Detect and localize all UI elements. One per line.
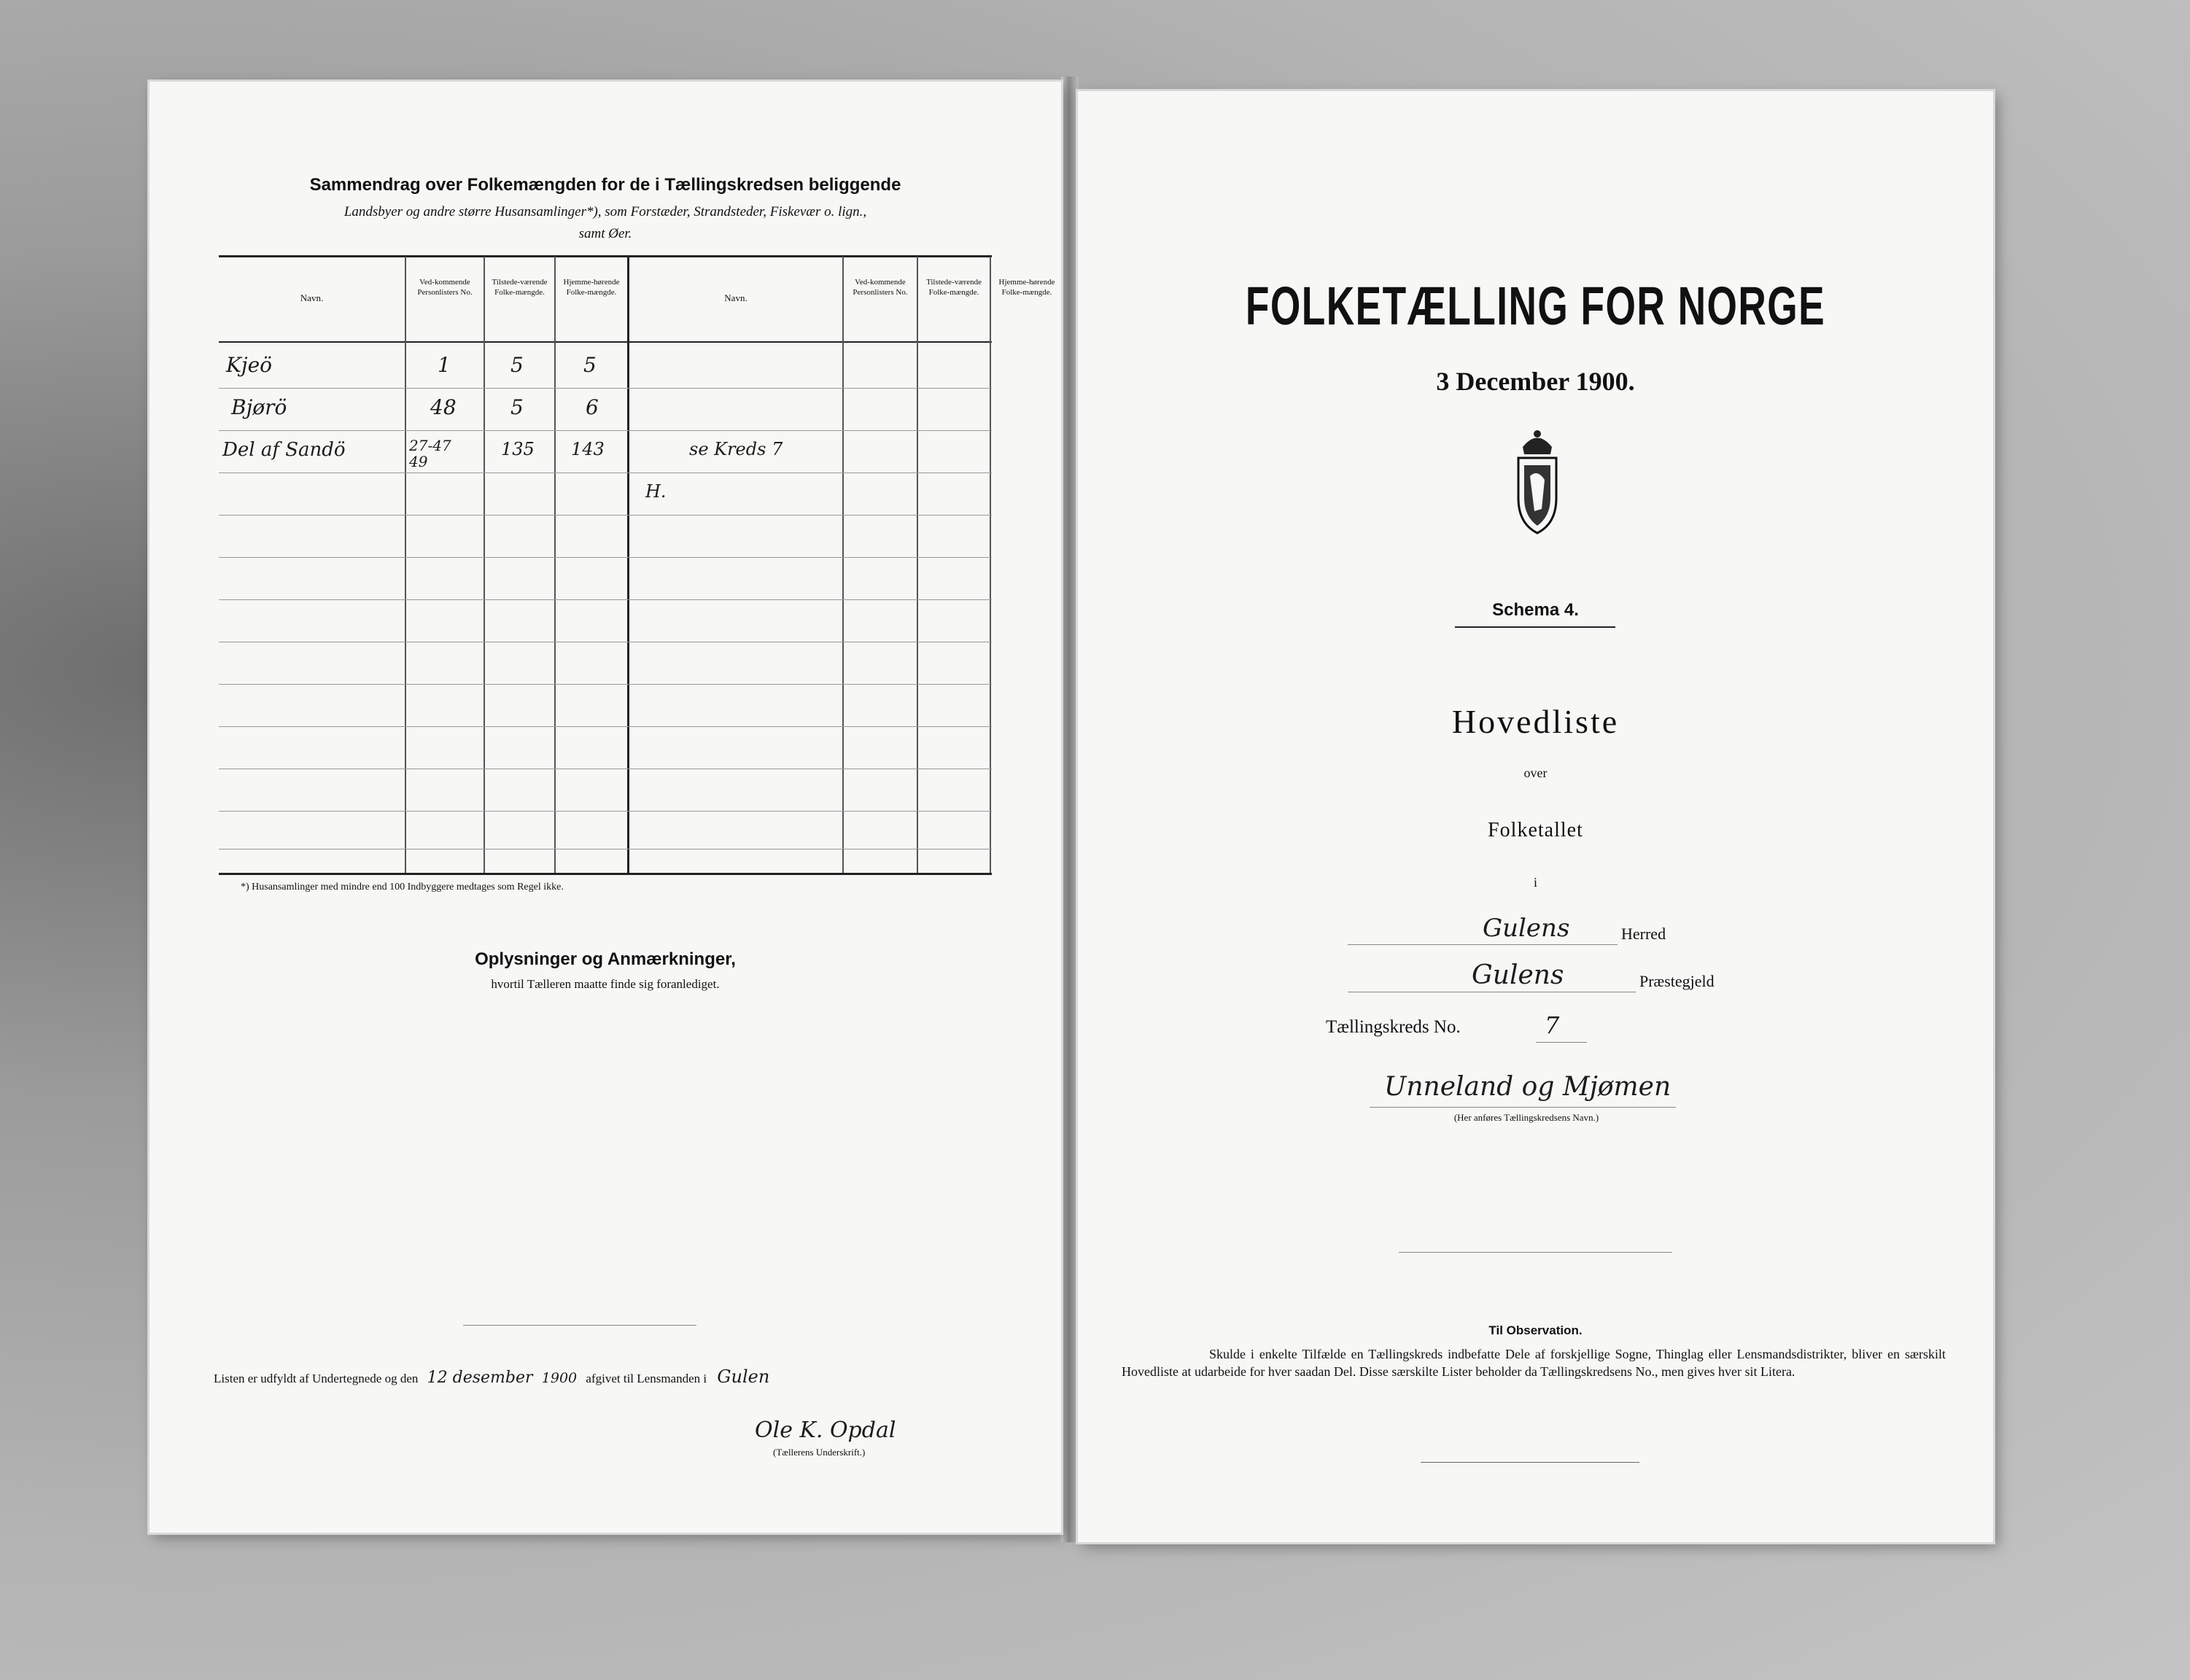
row-navn: Del af Sandö: [222, 439, 346, 461]
header-navn: Navn.: [300, 292, 324, 303]
col-divider: [842, 257, 844, 873]
row-line: [219, 388, 992, 389]
census-date: 3 December 1900.: [1436, 367, 1635, 396]
prestegjeld-value: Gulens: [1472, 960, 1564, 990]
left-page: [150, 82, 1061, 1533]
sign-place: Gulen: [717, 1366, 770, 1387]
sign-sentence: [214, 1366, 769, 1387]
header-hjemme: Hjemme-hørende Folke-mængde.: [563, 278, 620, 297]
schema-label: Schema 4.: [1492, 600, 1579, 620]
col-divider: [484, 257, 485, 873]
row-line: [219, 472, 992, 473]
col-divider-center: [627, 257, 629, 873]
row-line: [219, 599, 992, 600]
row-tilstede: 5: [510, 353, 524, 377]
hovedliste-heading: Hovedliste: [1451, 703, 1620, 740]
col-divider: [990, 257, 991, 873]
row-hjemme: 6: [586, 395, 599, 419]
blank-line: [1399, 1252, 1672, 1253]
kreds-value: 7: [1545, 1011, 1560, 1039]
table-bottom-rule: [219, 873, 992, 875]
kreds-name: Unneland og Mjømen: [1384, 1072, 1671, 1102]
table-header-rule: [219, 341, 992, 343]
herred-value: Gulens: [1483, 914, 1570, 943]
col-divider: [554, 257, 556, 873]
row-line: [219, 811, 992, 812]
header-tilstede: Tilstede-værende Folke-mængde.: [492, 278, 548, 297]
header-personlister: Ved-kommende Personlisters No.: [417, 278, 473, 297]
note-se-kreds: se Kreds 7: [689, 439, 783, 459]
note-initial: H.: [645, 481, 667, 502]
row-navn: Bjørö: [231, 395, 287, 419]
kreds-name-label: (Her anføres Tællingskredsens Navn.): [1453, 1112, 1599, 1123]
summary-subtitle: Landsbyer og andre større Husansamlinger*), som Forstæder, Strandsteder, Fiskevær o. lign.,: [343, 204, 867, 219]
remarks-line: [463, 1325, 696, 1326]
sign-text-b: afgivet til Lensmanden i: [586, 1372, 707, 1385]
kreds-name-line: [1370, 1107, 1676, 1108]
row-line: [219, 726, 992, 727]
observation-title: Til Observation.: [1488, 1323, 1583, 1337]
herred-label: Herred: [1621, 925, 1666, 943]
col-divider: [917, 257, 918, 873]
herred-line: [1348, 944, 1618, 945]
row-line: [219, 515, 992, 516]
schema-underline: [1455, 626, 1615, 628]
row-line: [219, 430, 992, 431]
signature-label: (Tællerens Underskrift.): [773, 1447, 866, 1458]
row-navn: Kjeö: [226, 353, 273, 377]
summary-subtitle-2: samt Øer.: [578, 226, 632, 241]
row-line: [219, 557, 992, 558]
row-no: 48: [430, 395, 457, 419]
book-spine: [1061, 77, 1079, 1542]
row-no: 27-47 49: [409, 437, 451, 470]
right-page: [1078, 91, 1993, 1542]
header-tilstede-2: Tilstede-værende Folke-mængde.: [926, 278, 982, 297]
kreds-label: Tællingskreds No.: [1326, 1017, 1461, 1037]
footnote: *) Husansamlinger med mindre end 100 Indbyggere medtages som Regel ikke.: [241, 882, 564, 892]
header-personlister-2: Ved-kommende Personlisters No.: [853, 278, 908, 297]
header-hjemme-2: Hjemme-hørende Folke-mængde.: [998, 278, 1055, 297]
main-title: FOLKETÆLLING FOR NORGE: [1245, 276, 1826, 336]
prestegjeld-label: Præstegjeld: [1639, 972, 1715, 990]
row-line: [219, 684, 992, 685]
row-hjemme: 143: [571, 439, 605, 459]
row-no: 1: [438, 353, 451, 377]
sign-year: 1900: [541, 1370, 578, 1386]
sign-text-a: Listen er udfyldt af Undertegnede og den: [214, 1372, 419, 1385]
header-navn-2: Navn.: [724, 292, 748, 303]
remarks-subtitle: hvortil Tælleren maatte finde sig foranlediget.: [491, 977, 720, 991]
row-hjemme: 5: [583, 353, 597, 377]
signature: Ole K. Opdal: [755, 1418, 896, 1443]
col-divider: [405, 257, 406, 873]
table-top-rule: [219, 255, 992, 257]
sign-date: 12 desember: [427, 1369, 533, 1387]
over-text: over: [1523, 766, 1548, 780]
coat-of-arms-icon: [1508, 425, 1566, 534]
bottom-rule: [1421, 1462, 1639, 1463]
row-tilstede: 135: [501, 439, 535, 459]
row-tilstede: 5: [510, 395, 524, 419]
remarks-title: Oplysninger og Anmærkninger,: [475, 949, 736, 969]
observation-text: Skulde i enkelte Tilfælde en Tællingskreds indbefatte Dele af forskjellige Sogne, Thinglag eller Lensmandsdistrikter, bliver en særskilt Hovedliste at udarbeide for hver saadan Del. Disse særskilte Lister beholder da Tællingskredsens No., men gives hver sit Litera.: [1122, 1347, 1946, 1379]
folketallet-text: Folketallet: [1488, 819, 1583, 841]
i-text: i: [1533, 875, 1537, 890]
summary-title: Sammendrag over Folkemængden for de i Tællingskredsen beliggende: [309, 175, 901, 195]
kreds-line: [1536, 1042, 1587, 1043]
